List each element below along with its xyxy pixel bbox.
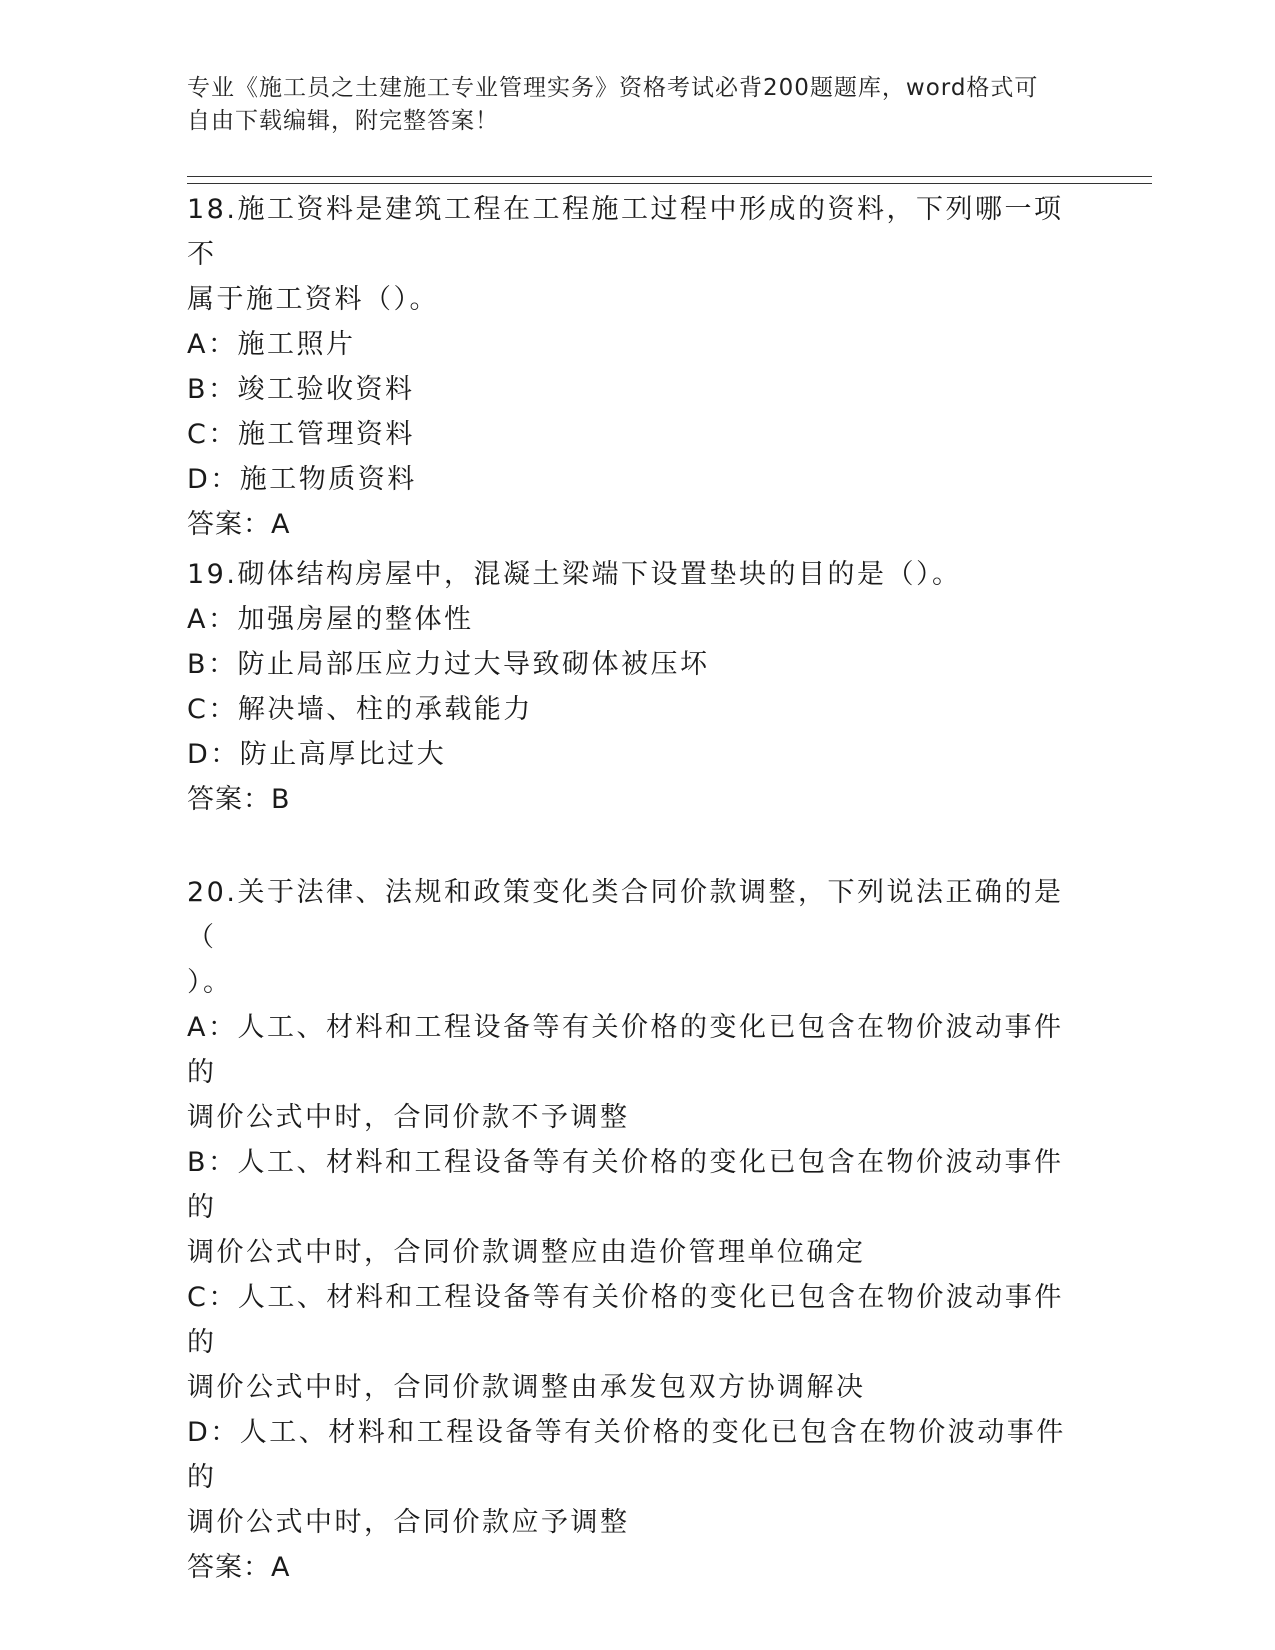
- question-stem: 18.施工资料是建筑工程在工程施工过程中形成的资料，下列哪一项不: [187, 194, 1064, 270]
- question-18: [187, 187, 1067, 547]
- option-c: C：人工、材料和工程设备等有关价格的变化已包含在物价波动事件的: [187, 1282, 1064, 1358]
- header-line-2: 自由下载编辑，附完整答案！: [187, 108, 499, 134]
- header-divider-top: [187, 176, 1152, 177]
- question-stem-continued: 属于施工资料（）。: [187, 284, 439, 315]
- option-b: B：人工、材料和工程设备等有关价格的变化已包含在物价波动事件的: [187, 1147, 1064, 1223]
- option-a-continued: 调价公式中时，合同价款不予调整: [187, 1102, 630, 1133]
- answer-label: 答案：: [187, 509, 271, 540]
- option-d: D：人工、材料和工程设备等有关价格的变化已包含在物价波动事件的: [187, 1417, 1066, 1493]
- option-c: C：解决墙、柱的承载能力: [187, 694, 533, 725]
- answer-value: A: [271, 1552, 291, 1583]
- option-a: A：人工、材料和工程设备等有关价格的变化已包含在物价波动事件的: [187, 1012, 1064, 1088]
- option-d-continued: 调价公式中时，合同价款应予调整: [187, 1507, 630, 1538]
- header-line-1: 专业《施工员之土建施工专业管理实务》资格考试必背200题题库，word格式可: [187, 75, 1039, 101]
- option-c-continued: 调价公式中时，合同价款调整由承发包双方协调解决: [187, 1372, 866, 1403]
- option-a: A：加强房屋的整体性: [187, 604, 474, 635]
- question-20: [187, 870, 1067, 1590]
- answer-line: [187, 1545, 1067, 1590]
- option-b-continued: 调价公式中时，合同价款调整应由造价管理单位确定: [187, 1237, 866, 1268]
- option-c: C：施工管理资料: [187, 419, 415, 450]
- answer-label: 答案：: [187, 784, 271, 815]
- answer-value: A: [271, 509, 291, 540]
- answer-line: [187, 777, 1067, 822]
- document-header: [187, 72, 1067, 138]
- question-19: [187, 552, 1067, 822]
- option-b: B：竣工验收资料: [187, 374, 415, 405]
- question-stem: 19.砌体结构房屋中，混凝土梁端下设置垫块的目的是（）。: [187, 559, 962, 590]
- answer-line: [187, 502, 1067, 547]
- option-a: A：施工照片: [187, 329, 356, 360]
- option-d: D：防止高厚比过大: [187, 739, 447, 770]
- header-divider-bottom: [187, 183, 1152, 184]
- question-stem-continued: ）。: [187, 967, 233, 998]
- option-b: B：防止局部压应力过大导致砌体被压坏: [187, 649, 710, 680]
- option-d: D：施工物质资料: [187, 464, 417, 495]
- answer-value: B: [271, 784, 291, 815]
- question-stem: 20.关于法律、法规和政策变化类合同价款调整，下列说法正确的是（: [187, 877, 1064, 953]
- answer-label: 答案：: [187, 1552, 271, 1583]
